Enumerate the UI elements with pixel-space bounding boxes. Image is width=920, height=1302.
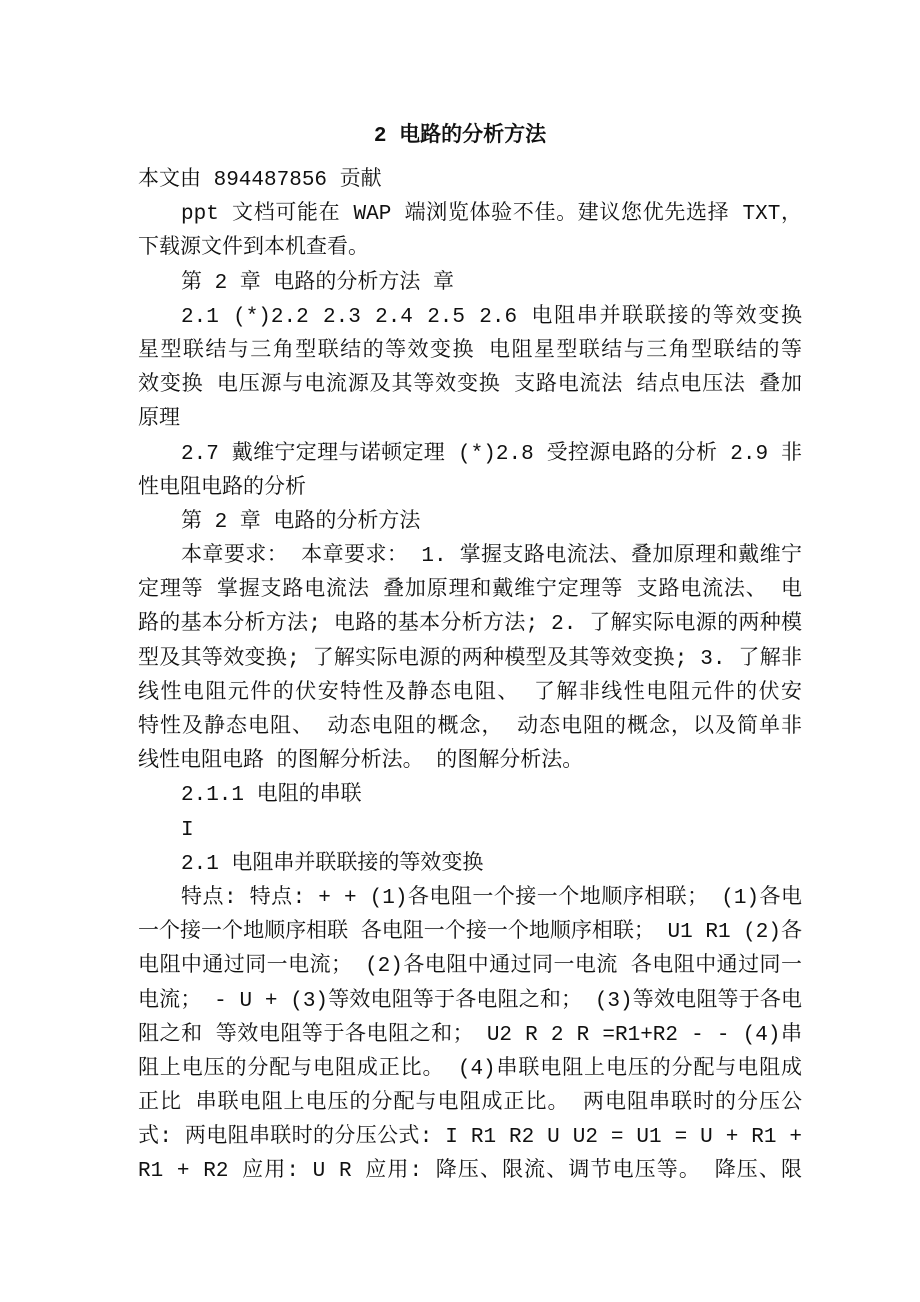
text-line: 原理: [138, 408, 180, 432]
text-line: 路的基本分析方法; 电路的基本分析方法; 2. 了解实际电源的两种模: [138, 613, 802, 637]
text-line: 正比 串联电阻上电压的分配与电阻成正比。 两电阻串联时的分压公: [138, 1092, 802, 1116]
text-line: ppt 文档可能在 WAP 端浏览体验不佳。建议您优先选择 TXT，: [181, 203, 802, 227]
paragraph: [138, 267, 802, 301]
text-line: 效变换 电压源与电流源及其等效变换 支路电流法 结点电压法 叠加: [138, 374, 802, 398]
text-line: 第 2 章 电路的分析方法: [181, 510, 421, 534]
text-line: 电阻中通过同一电流； (2)各电阻中通过同一电流 各电阻中通过同一: [138, 955, 802, 979]
paragraph: [138, 301, 802, 438]
text-line: 电流； - U + (3)等效电阻等于各电阻之和； (3)等效电阻等于各电: [138, 989, 802, 1013]
paragraph: [138, 814, 802, 848]
text-line: 本章要求： 本章要求： 1. 掌握支路电流法、叠加原理和戴维宁: [181, 545, 802, 569]
text-line: 性电阻电路的分析: [138, 476, 306, 500]
document-body: [138, 164, 802, 1190]
paragraph: [138, 848, 802, 882]
text-line: 线性电阻电路 的图解分析法。 的图解分析法。: [138, 750, 584, 774]
text-line: I: [181, 818, 194, 842]
text-line: 第 2 章 电路的分析方法 章: [181, 271, 455, 295]
paragraph: [138, 198, 802, 266]
text-line: 一个接一个地顺序相联 各电阻一个接一个地顺序相联； U1 R1 (2)各: [138, 921, 802, 945]
text-line: 型及其等效变换; 了解实际电源的两种模型及其等效变换; 3. 了解非: [138, 647, 802, 671]
text-line: 式: 两电阻串联时的分压公式: I R1 R2 U U2 = U1 = U + R1 +: [138, 1126, 802, 1150]
text-line: 特点: 特点: + + (1)各电阻一个接一个地顺序相联； (1)各电: [181, 886, 802, 910]
paragraph: [138, 540, 802, 779]
text-line: 星型联结与三角型联结的等效变换 电阻星型联结与三角型联结的等: [138, 339, 802, 363]
text-line: 阻上电压的分配与电阻成正比。 (4)串联电阻上电压的分配与电阻成: [138, 1057, 802, 1081]
text-line: 线性电阻元件的伏安特性及静态电阻、 了解非线性电阻元件的伏安: [138, 681, 802, 705]
document-title: 2 电路的分析方法: [373, 125, 547, 148]
paragraph: [138, 882, 802, 1190]
text-line: 2.7 戴维宁定理与诺顿定理 (*)2.8 受控源电路的分析 2.9 非: [181, 442, 802, 466]
paragraph: [138, 164, 802, 198]
text-line: R1 + R2 应用: U R 应用: 降压、限流、调节电压等。 降压、限: [138, 1160, 802, 1184]
text-line: 阻之和 等效电阻等于各电阻之和； U2 R 2 R =R1+R2 - - (4)串: [138, 1023, 802, 1047]
text-line: 特性及静态电阻、 动态电阻的概念， 动态电阻的概念，以及简单非: [138, 716, 802, 739]
text-line: 下载源文件到本机查看。: [138, 237, 369, 261]
text-line: 2.1 电阻串并联联接的等效变换: [181, 852, 484, 876]
text-line: 定理等 掌握支路电流法 叠加原理和戴维宁定理等 支路电流法、 电: [138, 579, 802, 603]
paragraph: [138, 506, 802, 540]
text-line: 2.1.1 电阻的串联: [181, 784, 362, 808]
paragraph: [138, 438, 802, 506]
paragraph: [138, 779, 802, 813]
text-line: 2.1 (*)2.2 2.3 2.4 2.5 2.6 电阻串并联联接的等效变换: [181, 305, 802, 329]
text-line: 本文由 894487856 贡献: [138, 169, 382, 192]
